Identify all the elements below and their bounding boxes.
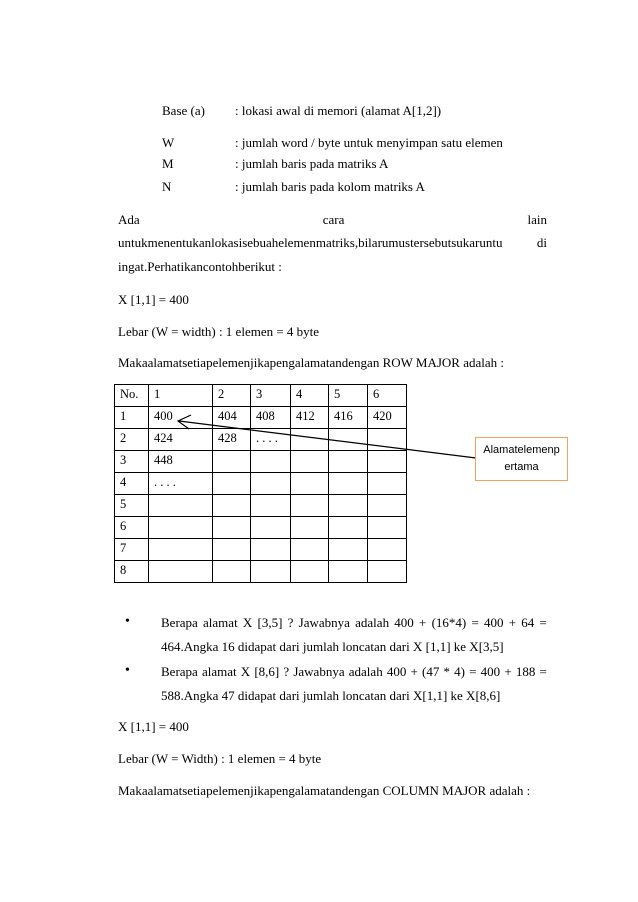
- bullet-marker: •: [125, 663, 130, 678]
- intro-text: di: [536, 235, 547, 250]
- row-major-x11-text: X [1,1] = 400: [118, 292, 189, 307]
- table-header-cell: 1: [149, 385, 213, 407]
- table-cell: 416: [329, 407, 368, 429]
- bullet-word: =: [539, 664, 547, 679]
- bullet-word: ?: [283, 664, 290, 679]
- bullet-line: 464.Angka 16 didapat dari jumlah loncatan dari X [1,1] ke X[3,5]: [161, 639, 504, 654]
- table-cell: 412: [291, 407, 329, 429]
- bullet-word: [8,6]: [254, 664, 280, 679]
- table-cell: 408: [251, 407, 291, 429]
- bullet-item: [161, 615, 547, 655]
- table-header-cell: 4: [291, 385, 329, 407]
- bullet-word: 400: [484, 615, 504, 630]
- bullet-word: 64: [521, 615, 535, 630]
- bullet-word: ?: [287, 615, 294, 630]
- callout-text: Alamatelemenp: [483, 444, 560, 456]
- table-cell: . . . .: [149, 473, 213, 495]
- bullet-word: 400: [386, 664, 407, 679]
- definition-term: Base (a): [162, 103, 205, 118]
- table-cell: 400: [149, 407, 213, 429]
- bullet-word: alamat: [203, 615, 238, 630]
- bullet-word: 4): [454, 664, 465, 679]
- bullet-word: alamat: [201, 664, 237, 679]
- table-cell: 424: [149, 429, 213, 451]
- table-cell: 448: [149, 451, 213, 473]
- table-cell: 428: [213, 429, 251, 451]
- bullet-word: (47: [422, 664, 440, 679]
- definition-term: W: [162, 135, 175, 150]
- table-cell: 420: [368, 407, 407, 429]
- definition-desc: : lokasi awal di memori (alamat A[1,2]): [235, 103, 442, 118]
- bullet-word: 400: [480, 664, 501, 679]
- table-header-cell: No.: [115, 385, 149, 407]
- intro-text: untukmenentukanlokasisebuahelemenmatriks,bilarumustersebutsukaruntu: [118, 235, 503, 250]
- table-header-cell: 5: [329, 385, 368, 407]
- definition-term: N: [162, 179, 172, 194]
- intro-line-3: ingat.Perhatikancontohberikut :: [118, 259, 282, 274]
- table-cell: 3: [115, 451, 149, 473]
- bullet-word: 400: [394, 615, 414, 630]
- bullet-word: +: [419, 615, 427, 630]
- table-cell: 7: [115, 539, 149, 561]
- bullet-word: Jawabnya: [298, 615, 350, 630]
- row-major-width: Lebar (W = width) : 1 elemen = 4 byte: [118, 324, 320, 339]
- table-header-cell: 3: [251, 385, 291, 407]
- column-major-x11: X [1,1] = 400: [118, 719, 189, 734]
- bullet-word: +: [504, 664, 512, 679]
- bullet-word: +: [508, 615, 517, 630]
- bullet-word: [3,5]: [257, 615, 283, 630]
- intro-word: Ada: [118, 212, 140, 227]
- table-cell: 1: [115, 407, 149, 429]
- bullet-line: [161, 615, 547, 631]
- definition-desc: : jumlah baris pada matriks A: [235, 156, 389, 171]
- table-cell: 5: [115, 495, 149, 517]
- table-header-cell: 6: [368, 385, 407, 407]
- column-major-width: Lebar (W = Width) : 1 elemen = 4 byte: [118, 751, 322, 766]
- bullet-word: 188: [515, 664, 536, 679]
- definition-term: M: [162, 156, 174, 171]
- bullet-item: [161, 664, 547, 704]
- bullet-word: Berapa: [161, 664, 198, 679]
- table-header-cell: 2: [213, 385, 251, 407]
- bullet-marker: •: [125, 614, 130, 629]
- bullet-word: *: [443, 664, 450, 679]
- definition-desc: : jumlah word / byte untuk menyimpan satu elemen: [235, 135, 503, 150]
- bullet-word: Jawabnya: [293, 664, 345, 679]
- bullet-line: 588.Angka 47 didapat dari jumlah loncatan dari X[1,1] ke X[8,6]: [161, 688, 501, 703]
- bullet-word: (16*4): [431, 615, 467, 630]
- callout-box: [475, 437, 568, 481]
- bullet-word: adalah: [348, 664, 383, 679]
- row-major-caption: Makaalamatsetiapelemenjikapengalamatandengan ROW MAJOR adalah :: [118, 355, 505, 370]
- bullet-word: +: [410, 664, 418, 679]
- table-cell: 4: [115, 473, 149, 495]
- table-cell: . . . .: [251, 429, 291, 451]
- table-cell: 2: [115, 429, 149, 451]
- bullet-word: Berapa: [161, 615, 198, 630]
- bullet-word: X: [242, 615, 253, 630]
- table-cell: 6: [115, 517, 149, 539]
- intro-word: lain: [527, 212, 547, 227]
- bullet-word: adalah: [355, 615, 390, 630]
- callout-text: ertama: [504, 461, 539, 473]
- bullet-word: X: [240, 664, 251, 679]
- bullet-word: =: [471, 615, 479, 630]
- definition-desc: : jumlah baris pada kolom matriks A: [235, 179, 425, 194]
- column-major-caption: Makaalamatsetiapelemenjikapengalamatandengan COLUMN MAJOR adalah :: [118, 783, 531, 798]
- bullet-line: [161, 664, 547, 680]
- bullet-word: =: [469, 664, 477, 679]
- table-cell: 404: [213, 407, 251, 429]
- intro-word: cara: [322, 212, 345, 227]
- bullet-word: =: [539, 615, 547, 630]
- table-cell: 8: [115, 561, 149, 583]
